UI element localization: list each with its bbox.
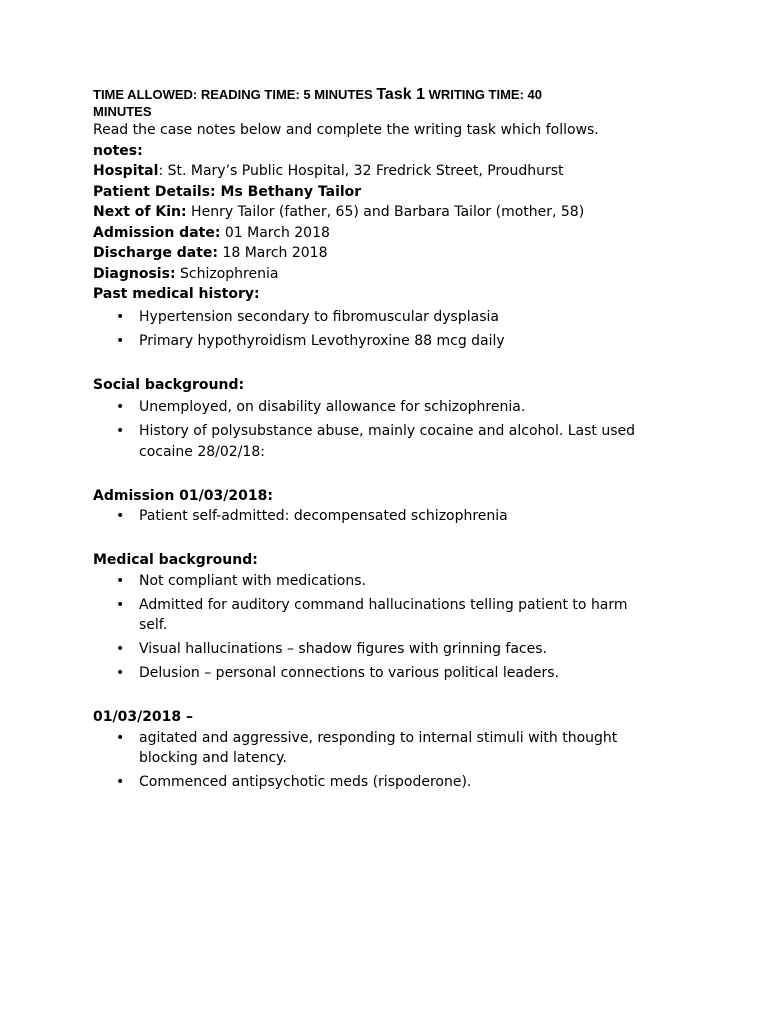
list-item: • Commenced antipsychotic meds (rispoderone). — [93, 772, 693, 793]
time-allowed-header — [93, 86, 693, 120]
header-writing-time: WRITING TIME: 40 — [424, 87, 542, 102]
spacer — [93, 530, 693, 550]
spacer — [93, 687, 693, 707]
discharge-date-label: Discharge date: — [93, 245, 219, 261]
spacer — [93, 466, 693, 486]
next-of-kin-label: Next of Kin: — [93, 204, 187, 220]
past-history-title: Past medical history: — [93, 286, 260, 302]
bullet-icon: • — [116, 308, 125, 325]
hospital-line — [93, 161, 693, 182]
hospital-value: : St. Mary’s Public Hospital, 32 Fredrick Street, Proudhurst — [158, 163, 564, 179]
patient-details-line: Patient Details: Ms Bethany Tailor — [93, 183, 362, 200]
bullet-icon: • — [116, 665, 125, 681]
bullet-icon: • — [116, 774, 125, 790]
social-background-title: Social background: — [93, 376, 245, 393]
bullet-icon: • — [116, 596, 125, 613]
spacer — [93, 355, 693, 375]
list-item: • Patient self-admitted: decompensated schizophrenia — [93, 506, 693, 527]
admission-date-label: Admission date: — [93, 224, 221, 241]
bullet-icon: • — [116, 399, 125, 415]
admission-date-value: 01 March 2018 — [220, 224, 330, 241]
intro-text: Read the case notes below and complete the writing task which follows. — [93, 122, 599, 138]
hospital-label: Hospital — [93, 163, 159, 179]
discharge-date-value: 18 March 2018 — [218, 245, 328, 261]
list-item: • Hypertension secondary to fibromuscular dysplasia — [93, 307, 693, 328]
header-reading-time: TIME ALLOWED: READING TIME: 5 MINUTES — [93, 87, 377, 102]
discharge-date-line — [93, 243, 693, 264]
bullet-icon: • — [116, 641, 125, 657]
social-background-list — [93, 397, 693, 462]
list-item: • Admitted for auditory command hallucinations telling patient to harm self. — [116, 596, 628, 633]
header-minutes: MINUTES — [93, 104, 152, 119]
bullet-icon: • — [116, 508, 125, 524]
next-of-kin-line — [93, 202, 693, 223]
diagnosis-value: Schizophrenia — [175, 265, 279, 282]
list-item: • Visual hallucinations – shadow figures with grinning faces. — [93, 639, 693, 660]
admission-list — [93, 506, 693, 527]
list-item: • Unemployed, on disability allowance for schizophrenia. — [93, 397, 693, 418]
bullet-icon: • — [116, 423, 125, 439]
notes-label: notes: — [93, 142, 143, 159]
list-item: • agitated and aggressive, responding to internal stimuli with thought blocking and latency. — [116, 729, 618, 766]
list-item: • History of polysubstance abuse, mainly cocaine and alcohol. Last used cocaine 28/02/18: — [116, 423, 636, 460]
medical-background-list — [93, 571, 693, 684]
admission-title: Admission 01/03/2018: — [93, 487, 273, 504]
list-item: • Primary hypothyroidism Levothyroxine 88 mcg daily — [93, 331, 693, 352]
day1-title: 01/03/2018 – — [93, 709, 194, 725]
next-of-kin-value: Henry Tailor (father, 65) and Barbara Tailor (mother, 58) — [186, 204, 585, 220]
bullet-icon: • — [116, 729, 125, 746]
case-notes — [93, 86, 693, 796]
diagnosis-line — [93, 264, 693, 285]
list-item: • Not compliant with medications. — [93, 571, 693, 592]
admission-date-line — [93, 223, 693, 244]
diagnosis-label: Diagnosis: — [93, 265, 176, 282]
task-label: Task 1 — [376, 86, 425, 103]
day1-list — [93, 728, 693, 793]
medical-background-title: Medical background: — [93, 552, 258, 568]
list-item: • Delusion – personal connections to various political leaders. — [93, 663, 693, 684]
bullet-icon: • — [116, 572, 125, 589]
past-history-list — [93, 307, 693, 352]
bullet-icon: • — [116, 332, 125, 349]
